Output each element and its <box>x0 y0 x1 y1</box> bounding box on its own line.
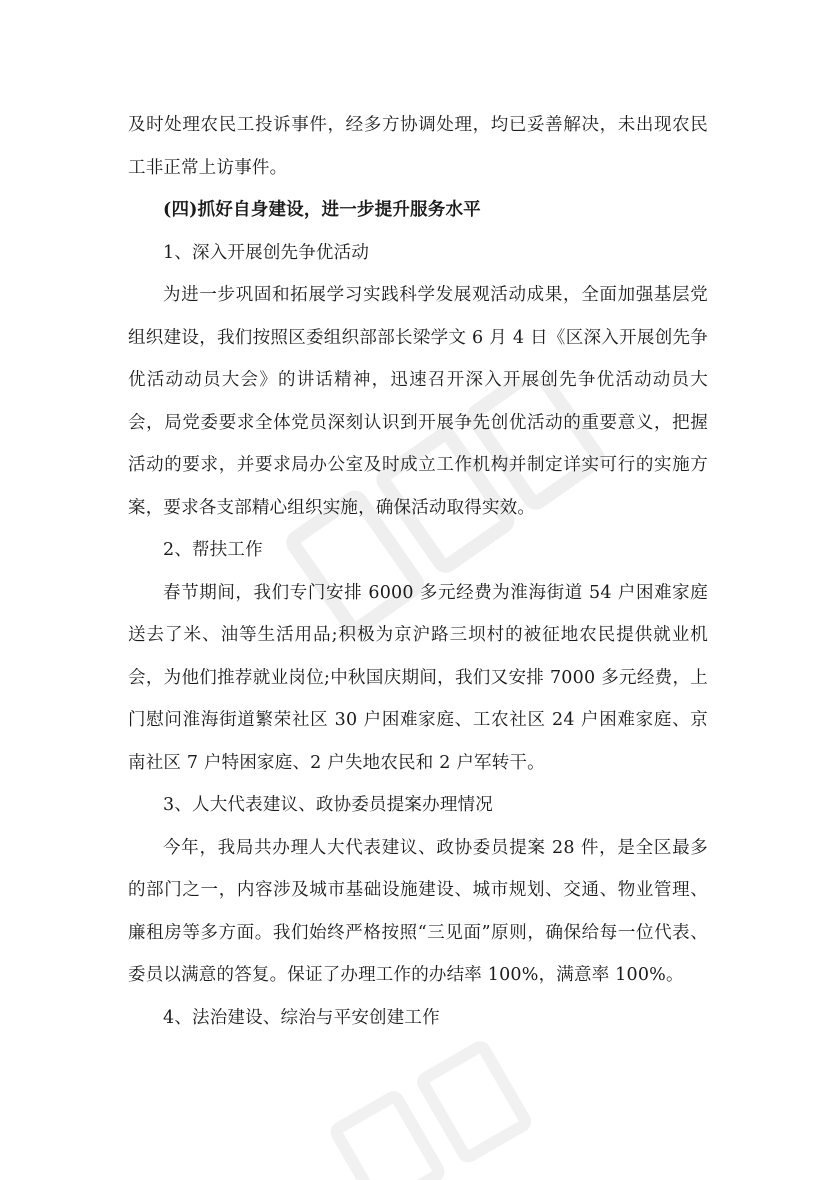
subheading-4: 4、法治建设、综治与平安创建工作 <box>163 1007 440 1028</box>
subheading-2: 2、帮扶工作 <box>163 540 263 560</box>
document-body <box>128 104 708 1039</box>
section-heading-4: (四)抓好自身建设，进一步提升服务水平 <box>163 200 481 220</box>
subheading-1: 1、深入开展创先争优活动 <box>163 242 370 263</box>
watermark-bottom-icon <box>300 1040 600 1180</box>
paragraph-proposals: 今年，我局共办理人大代表建议、政协委员提案 28 件，是全区最多的部门之一，内容涉及城市基础设施建设、城市规划、交通、物业管理、廉租房等多方面。我们始终严格按照“三见面”原则，确保给每一位代表、委员以满意的答复。保证了办理工作的办结率 100%，满意率 100%。 <box>128 837 708 985</box>
subheading-3: 3、人大代表建议、政协委员提案办理情况 <box>163 795 493 815</box>
paragraph-assistance: 春节期间，我们专门安排 6000 多元经费为淮海街道 54 户困难家庭送去了米、油等生活用品;积极为京沪路三坝村的被征地农民提供就业机会，为他们推荐就业岗位;中秋国庆期间，我们又安排 7000 多元经费，上门慰问淮海街道繁荣社区 30 户困难家庭、工农社区 24 户困难家庭、京南社区 7 户特困家庭、2 户失地农民和 2 户军转干。 <box>128 582 708 773</box>
paragraph-continuation: 及时处理农民工投诉事件，经多方协调处理，均已妥善解决，未出现农民工非正常上访事件。 <box>128 115 708 178</box>
paragraph-activity: 为进一步巩固和拓展学习实践科学发展观活动成果，全面加强基层党组织建设，我们按照区委组织部部长梁学文 6 月 4 日《区深入开展创先争优活动动员大会》的讲话精神，迅速召开深入开展创先争优活动动员大会，局党委要求全体党员深刻认识到开展争先创优活动的重要意义，把握活动的要求，并要求局办公室及时成立工作机构并制定详实可行的实施方案，要求各支部精心组织实施，确保活动取得实效。 <box>128 285 708 518</box>
